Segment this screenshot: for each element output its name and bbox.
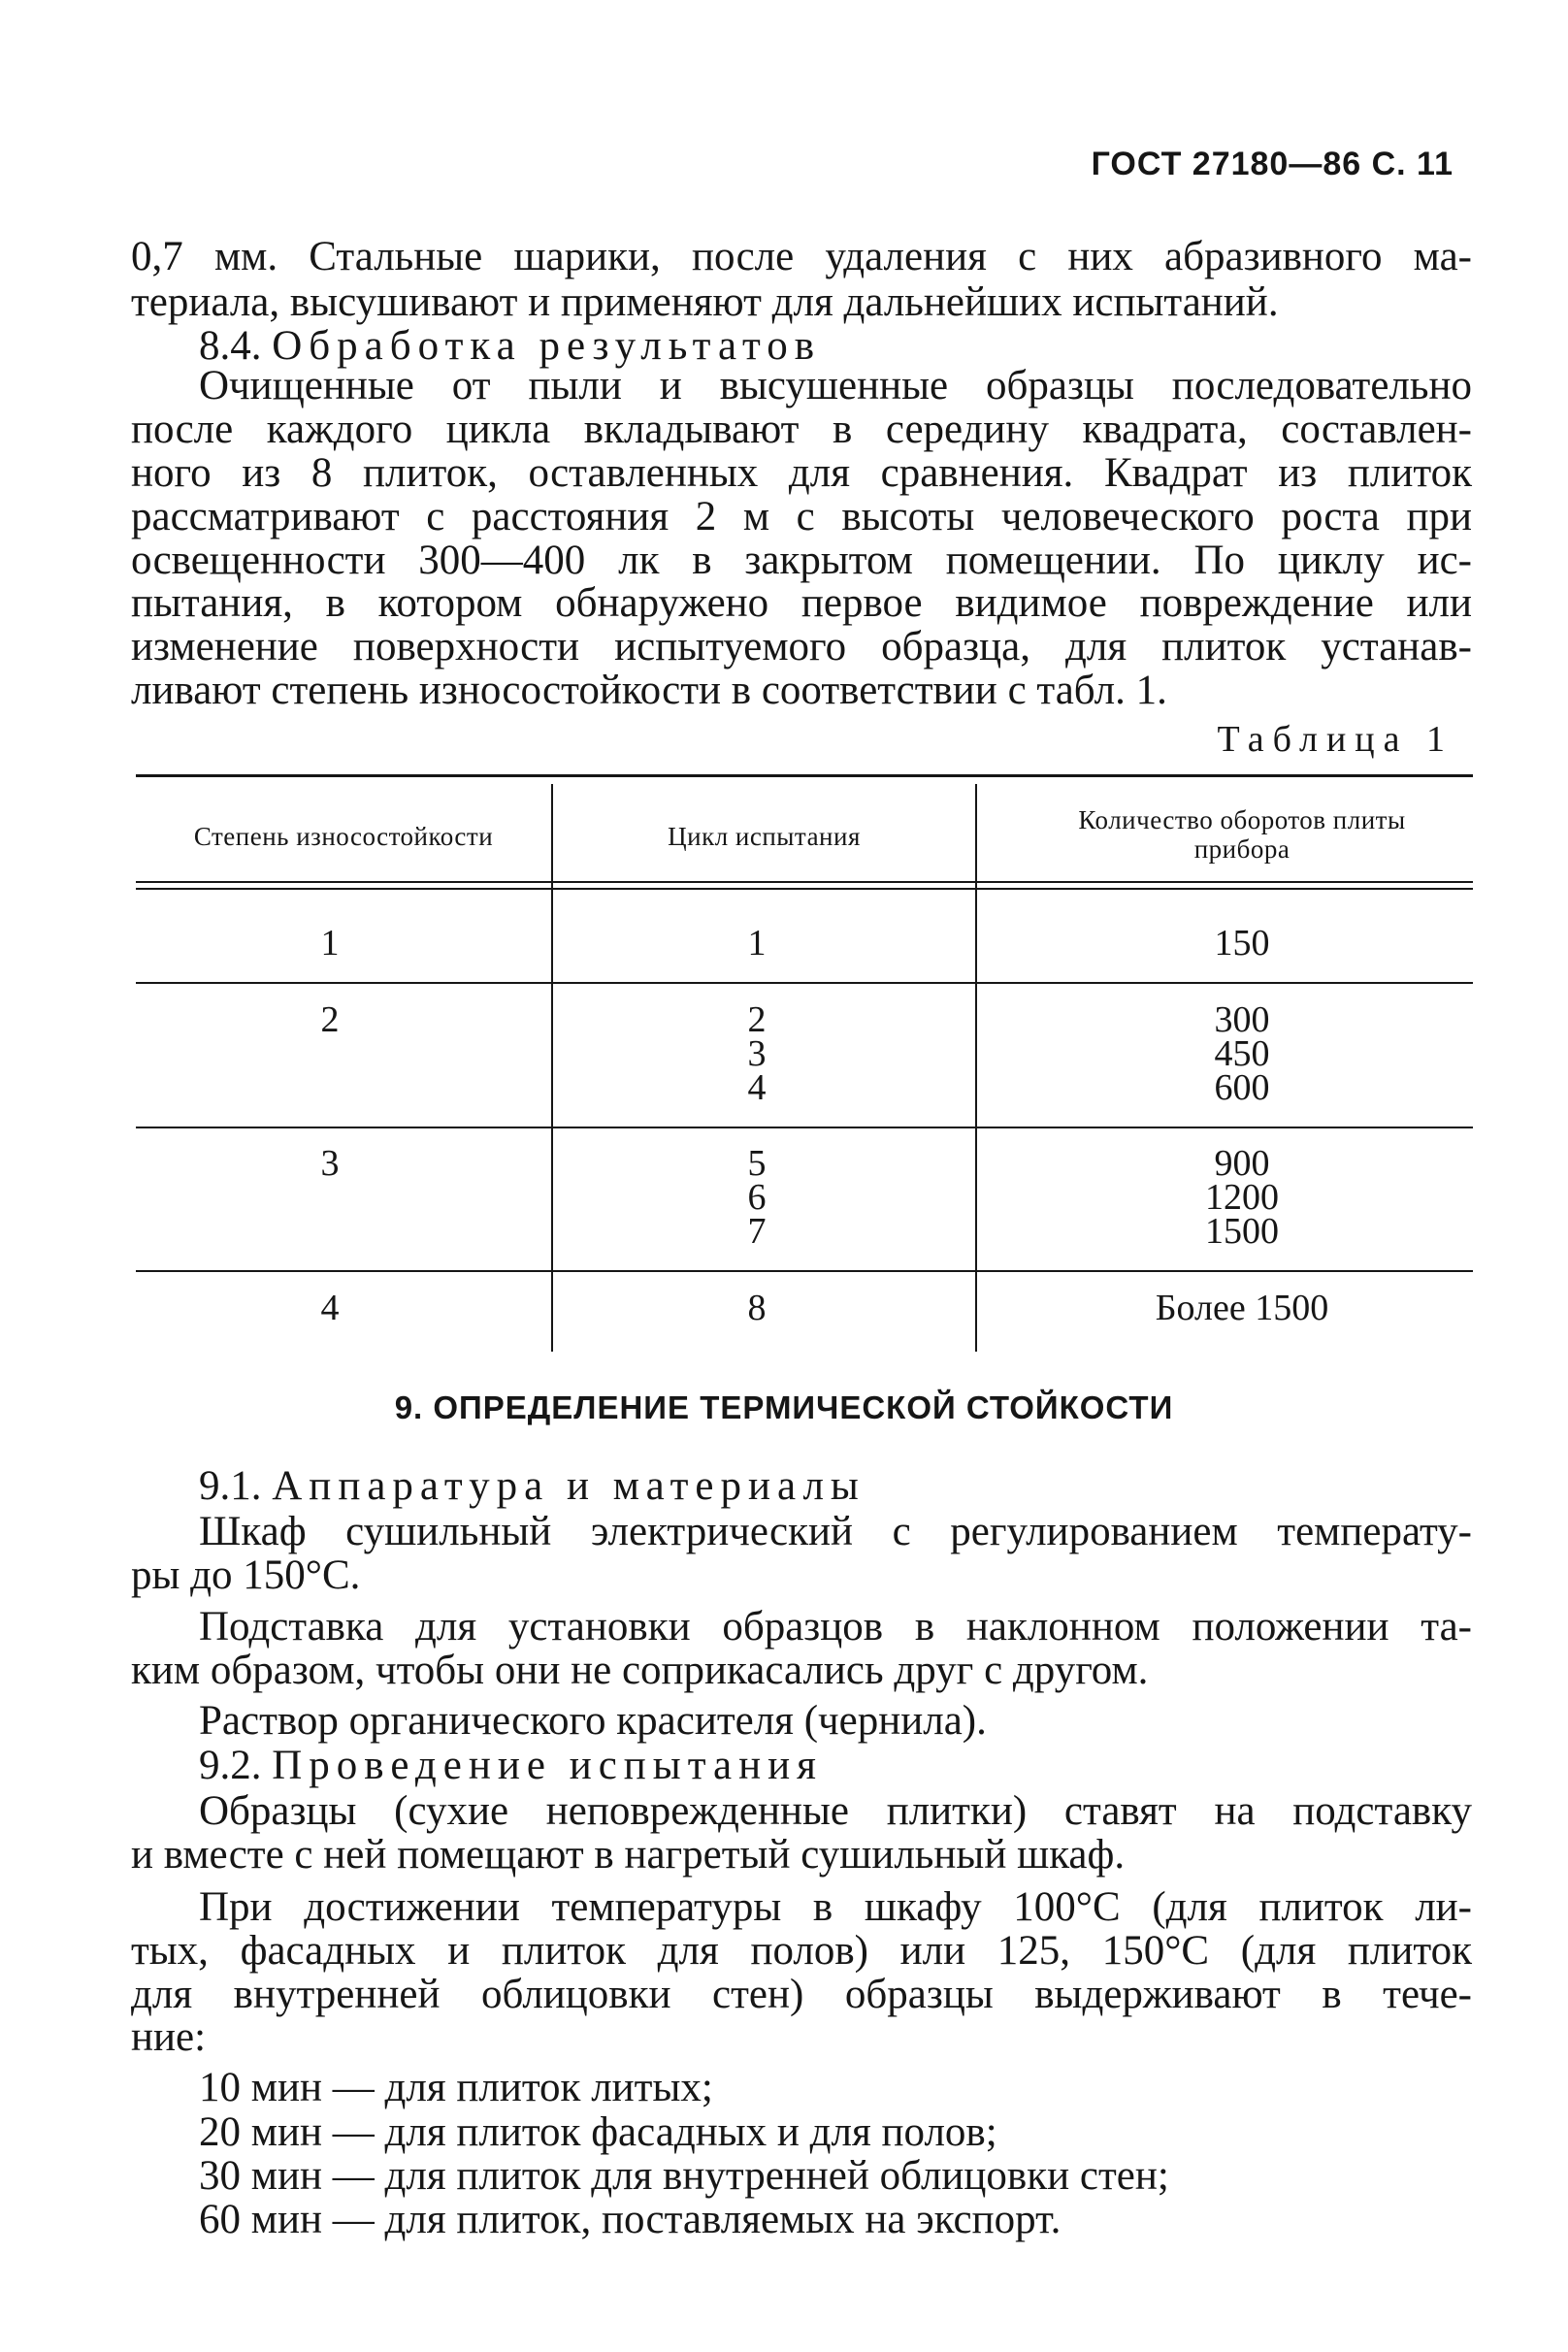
table-cell: 1500 (1205, 1211, 1279, 1252)
table-cell: 2 (747, 999, 767, 1040)
text-line: 0,7 мм. Стальные шарики, после удаления с них абразивного ма- (131, 234, 1472, 279)
text-line: Раствор органического красителя (чернила). (199, 1698, 987, 1744)
table-cell: 6 (747, 1177, 767, 1218)
subsection-heading-9-2 (199, 1743, 1472, 1788)
table-cell: 4 (320, 1288, 340, 1328)
table-cell: 900 (1214, 1143, 1270, 1184)
table-rule-top (136, 774, 1473, 777)
table-header-cell: Степень износостойкости (193, 822, 494, 851)
table-cell: 1 (320, 923, 340, 964)
table-cell: 8 (747, 1288, 767, 1328)
section-title: 9. ОПРЕДЕЛЕНИЕ ТЕРМИЧЕСКОЙ СТОЙКОСТИ (394, 1389, 1174, 1425)
text-line: ры до 150°С. (131, 1552, 361, 1598)
text-line: ливают степень износостойкости в соответствии с табл. 1. (131, 668, 1167, 713)
heading-number: 8.4. (199, 323, 262, 369)
table-column-divider (975, 784, 977, 1352)
list-item: 30 мин — для плиток для внутренней облицовки стен; (199, 2153, 1169, 2199)
table-header-cell: Количество оборотов плиты прибора (1078, 805, 1406, 864)
table-cell: 3 (747, 1033, 767, 1074)
table-cell: 5 (747, 1143, 767, 1184)
heading-number: 9.2. (199, 1743, 262, 1788)
table-rule-row (136, 982, 1473, 984)
table-cell: 2 (320, 999, 340, 1040)
table-cell: Более 1500 (1155, 1288, 1329, 1328)
table-rule-row (136, 1127, 1473, 1128)
table-rule-row (136, 1270, 1473, 1272)
text-line: териала, высушивают и применяют для дальнейших испытаний. (131, 279, 1279, 325)
table-caption: Таблица 1 (1217, 719, 1454, 760)
heading-title: Аппаратура и материалы (272, 1463, 866, 1509)
text-line: после каждого цикла вкладывают в середину квадрата, составлен- (131, 407, 1472, 452)
heading-number: 9.1. (199, 1463, 262, 1509)
list-item: 20 мин — для плиток фасадных и для полов; (199, 2109, 997, 2155)
heading-title: Проведение испытания (272, 1743, 823, 1788)
text-line: ким образом, чтобы они не соприкасались друг с другом. (131, 1648, 1149, 1693)
table-cell: 1 (747, 923, 767, 964)
text-line: Подставка для установки образцов в наклонном положении та- (199, 1604, 1472, 1650)
table-cell: 4 (747, 1067, 767, 1108)
table-rule-header-double (136, 888, 1473, 890)
heading-title: Обработка результатов (272, 323, 821, 369)
text-line: При достижении температуры в шкафу 100°С (для плиток ли- (199, 1884, 1472, 1930)
text-line: пытания, в котором обнаружено первое видимое повреждение или (131, 580, 1472, 626)
text-line: и вместе с ней помещают в нагретый сушильный шкаф. (131, 1832, 1126, 1878)
page-header: ГОСТ 27180—86 С. 11 (1091, 146, 1454, 182)
table-cell: 7 (747, 1211, 767, 1252)
table-cell: 1200 (1205, 1177, 1279, 1218)
text-line: ного из 8 плиток, оставленных для сравнения. Квадрат из плиток (131, 450, 1472, 496)
text-line: Образцы (сухие неповрежденные плитки) ставят на подставку (199, 1788, 1472, 1834)
list-item: 60 мин — для плиток, поставляемых на экспорт. (199, 2197, 1062, 2242)
table-cell: 450 (1214, 1033, 1270, 1074)
table-cell: 600 (1214, 1067, 1270, 1108)
text-line: освещенности 300—400 лк в закрытом помещении. По циклу ис- (131, 538, 1472, 583)
text-line: изменение поверхности испытуемого образца, для плиток устанав- (131, 624, 1472, 670)
text-line: для внутренней облицовки стен) образцы выдерживают в тече- (131, 1972, 1472, 2017)
text-line: Очищенные от пыли и высушенные образцы последовательно (199, 363, 1472, 408)
table-rule-header (136, 881, 1473, 883)
list-item: 10 мин — для плиток литых; (199, 2065, 713, 2110)
table-cell: 300 (1214, 999, 1270, 1040)
subsection-heading-8-4 (199, 323, 1472, 369)
subsection-heading-9-1 (199, 1463, 1472, 1509)
table-header-cell: Цикл испытания (668, 822, 861, 851)
table-cell: 3 (320, 1143, 340, 1184)
text-line: Шкаф сушильный электрический с регулированием температу- (199, 1509, 1472, 1554)
text-line: тых, фасадных и плиток для полов) или 125, 150°С (для плиток (131, 1928, 1472, 1974)
table-cell: 150 (1214, 923, 1270, 964)
text-line: ние: (131, 2014, 207, 2060)
text-line: рассматривают с расстояния 2 м с высоты человеческого роста при (131, 494, 1472, 539)
